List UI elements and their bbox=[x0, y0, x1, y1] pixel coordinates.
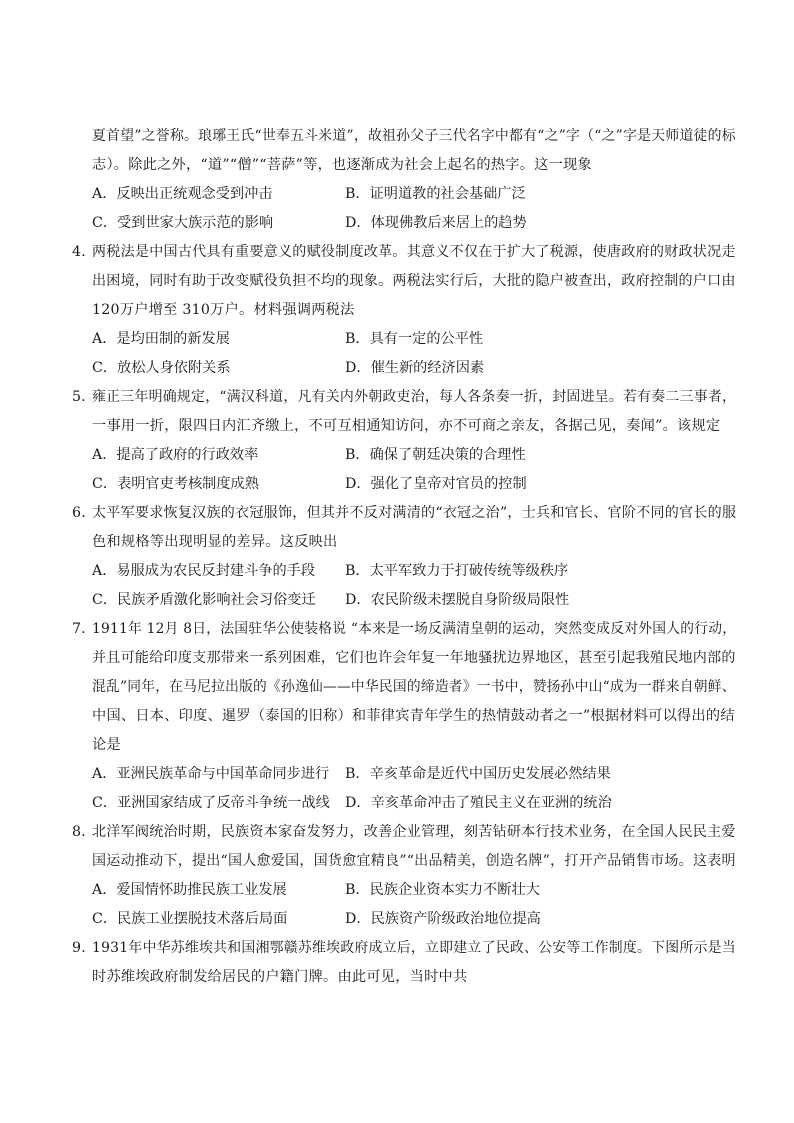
question-7-option-c: C．亚洲国家结成了反帝斗争统一战线 bbox=[92, 795, 330, 811]
question-9-text-line-1: 1931年中华苏维埃共和国湘鄂赣苏维埃政府成立后，立即建立了民政、公安等工作制度。下图所示是当 bbox=[92, 940, 736, 956]
question-5-option-d: D．强化了皇帝对官员的控制 bbox=[345, 476, 527, 492]
question-7-text-line-4: 中国、日本、印度、暹罗（泰国的旧称）和菲律宾青年学生的热情鼓动者之一”根据材料可以得出的结 bbox=[92, 708, 735, 724]
question-4-text-line-1: 两税法是中国古代具有重要意义的赋役制度改革。其意义不仅在于扩大了税源，使唐政府的财政状况走 bbox=[92, 244, 736, 260]
question-6-text-line-1: 太平军要求恢复汉族的衣冠服饰，但其并不反对满清的“衣冠之治”，士兵和官长、官阶不同的官长的服 bbox=[92, 505, 737, 521]
question-8-number: 8． bbox=[72, 824, 96, 840]
question-7-option-b: B．辛亥革命是近代中国历史发展必然结果 bbox=[345, 766, 611, 782]
question-6-option-b: B．太平军致力于打破传统等级秩序 bbox=[345, 563, 569, 579]
question-8-text-line-2: 国运动推动下，提出“国人愈爱国，国货愈宜精良”“出品精美，创造名牌”，打开产品销售市场。这表明 bbox=[92, 853, 736, 869]
question-3-option-a: A．反映出正统观念受到冲击 bbox=[92, 186, 273, 202]
question-5-option-b: B．确保了朝廷决策的合理性 bbox=[345, 447, 526, 463]
question-5-text-line-1: 雍正三年明确规定，“满汉科道，凡有关内外朝政吏治，每人各条奏一折，封固进呈。若有奏二三事者， bbox=[92, 389, 737, 405]
question-8-text-line-1: 北洋军阀统治时期，民族资本家奋发努力，改善企业管理，刻苦钻研本行技术业务，在全国人民民主爱 bbox=[92, 824, 736, 840]
question-8-option-d: D．民族资产阶级政治地位提高 bbox=[345, 911, 541, 927]
question-4-option-b: B．具有一定的公平性 bbox=[345, 331, 484, 347]
question-7-option-d: D．辛亥革命冲击了殖民主义在亚洲的统治 bbox=[345, 795, 612, 811]
question-9-text-line-2: 时苏维埃政府制发给居民的户籍门牌。由此可见，当时中共 bbox=[92, 969, 468, 985]
question-9-number: 9． bbox=[72, 940, 96, 956]
question-3-option-d: D．体现佛教后来居上的趋势 bbox=[345, 215, 527, 231]
question-4-option-c: C．放松人身依附关系 bbox=[92, 360, 231, 376]
question-6-number: 6． bbox=[72, 505, 96, 521]
question-6-option-c: C．民族矛盾激化影响社会习俗变迁 bbox=[92, 592, 316, 608]
question-7-text-line-3: 混乱”同年，在马尼拉出版的《孙逸仙——中华民国的缔造者》一书中，赞扬孙中山“成为一群来自朝鲜、 bbox=[92, 679, 736, 695]
question-7-text-line-5: 论是 bbox=[92, 737, 121, 753]
question-6-option-a: A．易服成为农民反封建斗争的手段 bbox=[92, 563, 316, 579]
question-4-text-line-3: 120万户增至 310万户。材料强调两税法 bbox=[92, 302, 355, 318]
question-5-text-line-2: 一事用一折，限四日内汇齐缴上，不可互相通知访问，亦不可商之亲友，各据己见，奏闻”。该规定 bbox=[92, 418, 721, 434]
question-3-text-line-1: 夏首望”之誉称。琅琊王氏“世奉五斗米道”，故祖孙父子三代名字中都有“之”字（“之”字是天师道徒的标 bbox=[92, 128, 736, 144]
question-5-option-a: A．提高了政府的行政效率 bbox=[92, 447, 259, 463]
question-4-text-line-2: 出困境，同时有助于改变赋役负担不均的现象。两税法实行后，大批的隐户被查出，政府控制的户口由 bbox=[92, 273, 736, 289]
question-4-option-a: A．是均田制的新发展 bbox=[92, 331, 230, 347]
question-5-number: 5． bbox=[72, 389, 96, 405]
question-8-option-a: A．爱国情怀助推民族工业发展 bbox=[92, 882, 287, 898]
question-7-text-line-2: 并且可能给印度支那带来一系列困难，它们也许会年复一年地骚扰边界地区，甚至引起我殖民地内部的 bbox=[92, 650, 736, 666]
question-4-option-d: D．催生新的经济因素 bbox=[345, 360, 485, 376]
question-7-text-line-1: 1911年 12月 8日，法国驻华公使装格说 “本来是一场反满清皇朝的运动，突然变成反对外国人的行动， bbox=[92, 621, 737, 637]
question-8-option-c: C．民族工业摆脱技术落后局面 bbox=[92, 911, 288, 927]
question-8-option-b: B．民族企业资本实力不断壮大 bbox=[345, 882, 540, 898]
question-7-number: 7． bbox=[72, 621, 96, 637]
question-6-option-d: D．农民阶级未摆脱自身阶级局限性 bbox=[345, 592, 570, 608]
question-3-option-b: B．证明道教的社会基础广泛 bbox=[345, 186, 526, 202]
question-4-number: 4． bbox=[72, 244, 96, 260]
question-3-option-c: C．受到世家大族示范的影响 bbox=[92, 215, 274, 231]
question-7-option-a: A．亚洲民族革命与中国革命同步进行 bbox=[92, 766, 330, 782]
question-5-option-c: C．表明官吏考核制度成熟 bbox=[92, 476, 259, 492]
question-6-text-line-2: 色和规格等出现明显的差异。这反映出 bbox=[92, 534, 338, 550]
question-3-text-line-2: 志）。除此之外，“道”“僧”“菩萨”等，也逐渐成为社会上起名的热字。这一现象 bbox=[92, 157, 592, 173]
